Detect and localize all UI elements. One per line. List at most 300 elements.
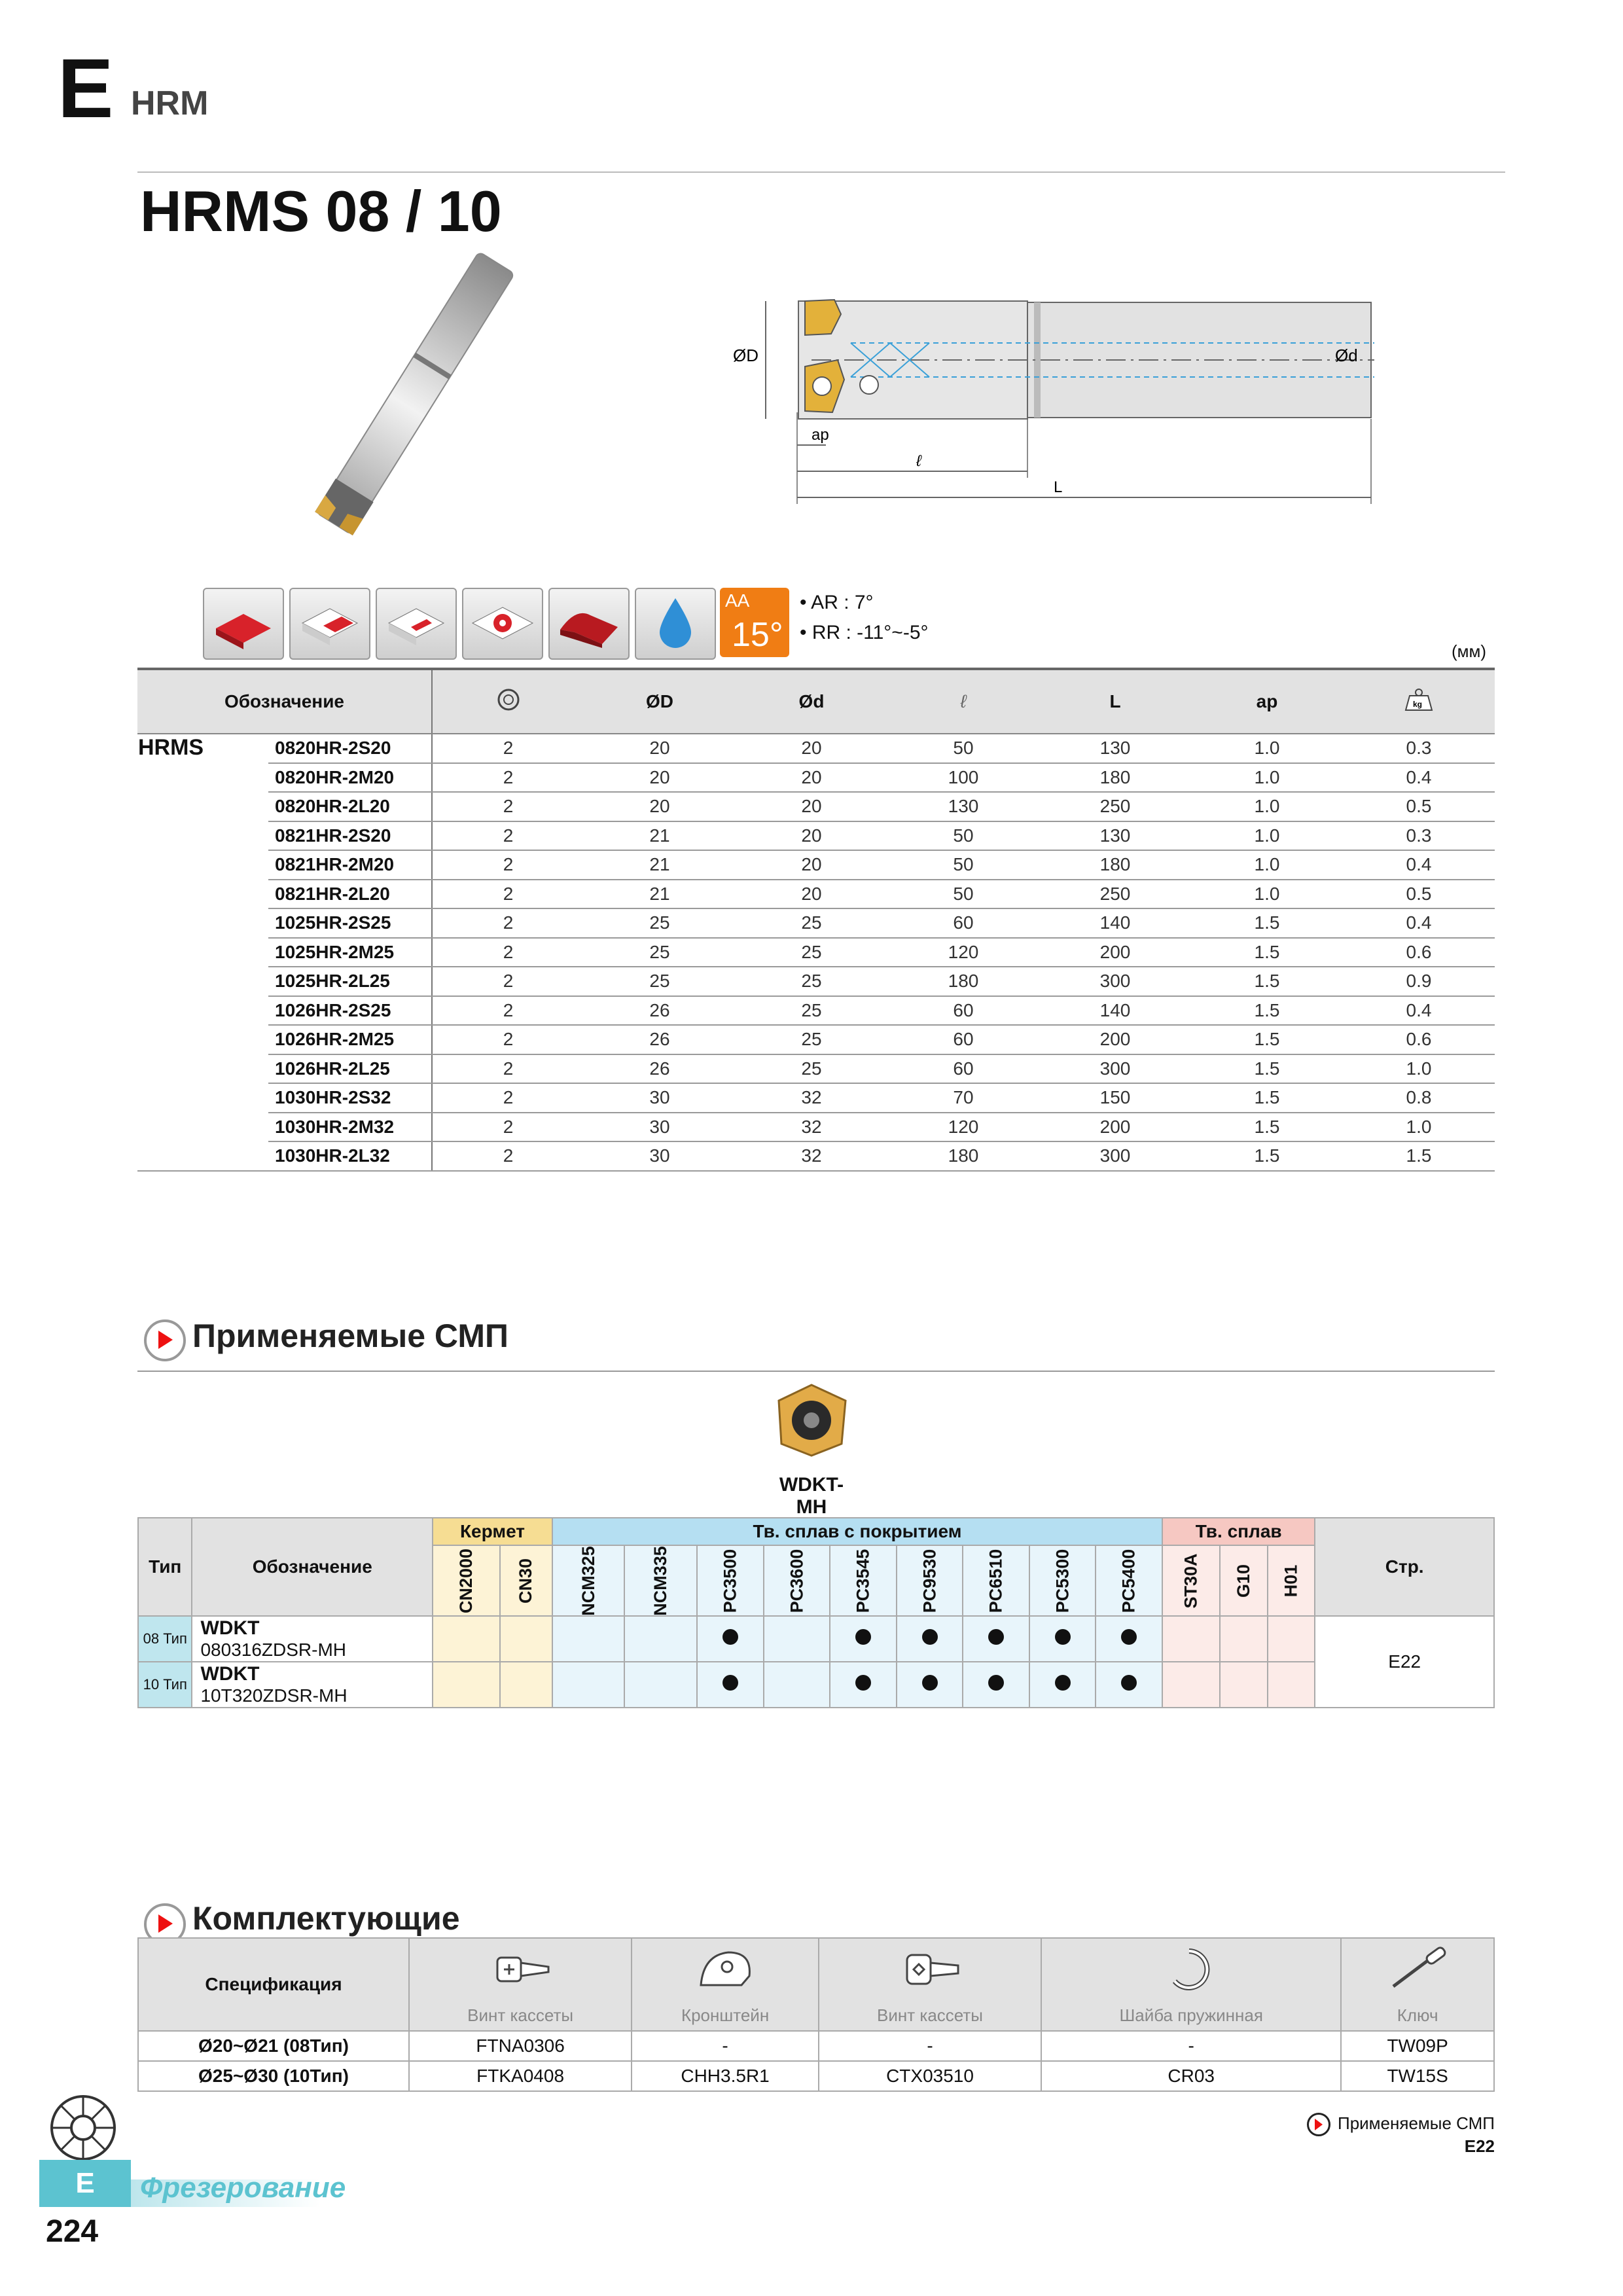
col-page: Стр.: [1315, 1518, 1494, 1616]
grade-label: H01: [1281, 1564, 1301, 1598]
value-cell: 70: [887, 1083, 1039, 1113]
available-dot-icon: [1055, 1675, 1071, 1691]
available-dot-icon: [722, 1629, 738, 1645]
table-row: [137, 967, 1495, 996]
part-number-cell: TW09P: [1341, 2031, 1494, 2061]
reference-arrow-icon: [1307, 2113, 1330, 2136]
value-cell: 20: [584, 792, 736, 821]
col-l: ℓ: [887, 669, 1039, 734]
grade-header: [830, 1545, 897, 1616]
availability-cell: [697, 1616, 764, 1662]
value-cell: 0.5: [1343, 880, 1495, 909]
available-dot-icon: [722, 1675, 738, 1691]
availability-cell: [897, 1662, 963, 1708]
value-cell: 25: [736, 1054, 887, 1084]
accessories-heading: Комплектующие: [192, 1900, 460, 1937]
value-cell: 1.5: [1191, 938, 1343, 967]
availability-cell: [552, 1616, 625, 1662]
col-weight: [1343, 669, 1495, 734]
reference-text: Применяемые СМП: [1338, 2113, 1495, 2133]
value-cell: 2: [432, 880, 584, 909]
grade-label: PC9530: [919, 1549, 940, 1613]
grade-label: G10: [1234, 1564, 1254, 1598]
spec-header-row: [137, 669, 1495, 734]
value-cell: 1.5: [1191, 1113, 1343, 1142]
value-cell: 1.5: [1191, 1054, 1343, 1084]
value-cell: 50: [887, 880, 1039, 909]
value-cell: 250: [1039, 880, 1191, 909]
value-cell: 21: [584, 821, 736, 851]
footer-section-tab[interactable]: E: [39, 2160, 131, 2207]
designation-cell: 1030HR-2M32: [268, 1113, 432, 1142]
available-dot-icon: [855, 1675, 871, 1691]
spring-washer-icon: [1155, 1943, 1227, 1996]
grade-group-header: Тв. сплав: [1162, 1518, 1315, 1545]
availability-cell: [500, 1616, 552, 1662]
availability-cell: [764, 1662, 830, 1708]
value-cell: 130: [887, 792, 1039, 821]
value-cell: 2: [432, 967, 584, 996]
table-row: [137, 908, 1495, 938]
availability-cell: [1029, 1616, 1096, 1662]
spec-cell: Ø25~Ø30 (10Тип): [138, 2061, 409, 2091]
value-cell: 0.3: [1343, 821, 1495, 851]
designation-cell: 0820HR-2M20: [268, 763, 432, 793]
available-dot-icon: [1055, 1629, 1071, 1645]
section-letter: E: [58, 42, 114, 135]
value-cell: 1.5: [1191, 1141, 1343, 1171]
value-cell: 0.3: [1343, 734, 1495, 763]
col-spring-washer: [1041, 1938, 1341, 2031]
col-key: [1341, 1938, 1494, 2031]
part-number-cell: CR03: [1041, 2061, 1341, 2091]
value-cell: 1.0: [1191, 763, 1343, 793]
part-number-cell: TW15S: [1341, 2061, 1494, 2091]
aa-label: AA: [725, 590, 750, 611]
value-cell: 32: [736, 1141, 887, 1171]
value-cell: 25: [736, 1025, 887, 1054]
availability-cell: [697, 1662, 764, 1708]
accessory-row: [138, 2061, 1494, 2091]
value-cell: 50: [887, 850, 1039, 880]
value-cell: 2: [432, 1083, 584, 1113]
value-cell: 300: [1039, 967, 1191, 996]
value-cell: 200: [1039, 1025, 1191, 1054]
designation-cell: 0820HR-2L20: [268, 792, 432, 821]
availability-cell: [830, 1616, 897, 1662]
value-cell: 250: [1039, 792, 1191, 821]
table-row: [137, 763, 1495, 793]
grade-header: [697, 1545, 764, 1616]
grade-header: [1220, 1545, 1268, 1616]
key-icon: [1382, 1943, 1454, 1996]
grade-header: [552, 1545, 625, 1616]
table-row: [137, 1113, 1495, 1142]
available-dot-icon: [855, 1629, 871, 1645]
table-row: [137, 1083, 1495, 1113]
value-cell: 20: [736, 850, 887, 880]
table-row: [137, 1141, 1495, 1171]
grade-header: [624, 1545, 697, 1616]
designation-cell: 0821HR-2S20: [268, 821, 432, 851]
length-l-label: ℓ: [916, 452, 921, 470]
value-cell: 2: [432, 821, 584, 851]
value-cell: 25: [736, 908, 887, 938]
weight-icon: [1404, 688, 1433, 711]
ap-label: ap: [812, 426, 829, 444]
teeth-count-icon: [495, 687, 522, 713]
availability-cell: [433, 1662, 500, 1708]
col-ap: ap: [1191, 669, 1343, 734]
table-row: [137, 938, 1495, 967]
value-cell: 50: [887, 734, 1039, 763]
grade-label: CN2000: [456, 1548, 476, 1614]
insert-prefix: WDKT: [200, 1663, 260, 1685]
value-cell: 0.6: [1343, 1025, 1495, 1054]
value-cell: 32: [736, 1083, 887, 1113]
units-label: (мм): [1452, 641, 1487, 661]
value-cell: 20: [584, 763, 736, 793]
col-D: ØD: [584, 669, 736, 734]
value-cell: 200: [1039, 1113, 1191, 1142]
availability-cell: [1162, 1662, 1220, 1708]
col-bracket-label: Кронштейн: [681, 2005, 770, 2025]
availability-cell: [624, 1616, 697, 1662]
value-cell: 21: [584, 850, 736, 880]
availability-cell: [963, 1662, 1029, 1708]
value-cell: 0.6: [1343, 938, 1495, 967]
shoulder-milling-icon: [203, 588, 284, 660]
value-cell: 26: [584, 1054, 736, 1084]
table-row: [137, 850, 1495, 880]
value-cell: 26: [584, 1025, 736, 1054]
designation-cell: 0820HR-2S20: [268, 734, 432, 763]
col-name: Обозначение: [192, 1518, 433, 1616]
availability-cell: [1220, 1662, 1268, 1708]
grade-header: [433, 1545, 500, 1616]
value-cell: 32: [736, 1113, 887, 1142]
part-number-cell: FTNA0306: [409, 2031, 632, 2061]
grade-label: PC6510: [986, 1549, 1006, 1613]
screw-icon: [894, 1943, 966, 1996]
value-cell: 60: [887, 1054, 1039, 1084]
value-cell: 180: [887, 967, 1039, 996]
value-cell: 140: [1039, 996, 1191, 1026]
value-cell: 25: [736, 996, 887, 1026]
value-cell: 1.5: [1191, 1025, 1343, 1054]
designation-cell: 1025HR-2L25: [268, 967, 432, 996]
value-cell: 1.0: [1343, 1113, 1495, 1142]
insert-page-reference[interactable]: [1291, 2113, 1495, 2157]
coolant-icon: [635, 588, 716, 660]
table-row: [137, 996, 1495, 1026]
grade-header: [1096, 1545, 1162, 1616]
value-cell: 200: [1039, 938, 1191, 967]
value-cell: 1.0: [1191, 880, 1343, 909]
grade-group-header: Кермет: [433, 1518, 552, 1545]
available-dot-icon: [922, 1629, 938, 1645]
availability-cell: [500, 1662, 552, 1708]
aa-value: 15°: [732, 616, 783, 654]
series-label: HRMS: [137, 734, 268, 1171]
value-cell: 1.5: [1343, 1141, 1495, 1171]
table-row: [137, 734, 1495, 763]
value-cell: 180: [1039, 763, 1191, 793]
value-cell: 2: [432, 908, 584, 938]
grade-header: [897, 1545, 963, 1616]
diameter-D-label: ØD: [733, 346, 758, 365]
availability-cell: [1162, 1616, 1220, 1662]
inserts-heading: Применяемые СМП: [192, 1318, 508, 1354]
diameter-d-label: Ød: [1335, 346, 1358, 365]
part-number-cell: CHH3.5R1: [632, 2061, 819, 2091]
grade-header: [963, 1545, 1029, 1616]
available-dot-icon: [922, 1675, 938, 1691]
insert-type: 10 Тип: [138, 1662, 192, 1708]
section-name: HRM: [131, 84, 209, 122]
insert-image: [766, 1381, 857, 1460]
value-cell: 180: [1039, 850, 1191, 880]
radial-rake-text: • RR : -11°~-5°: [800, 622, 929, 643]
grade-label: NCM335: [651, 1546, 671, 1616]
inserts-divider: [137, 1371, 1495, 1372]
profiling-icon: [548, 588, 630, 660]
clamp-icon: [689, 1943, 761, 1996]
designation-cell: 0821HR-2M20: [268, 850, 432, 880]
grade-header: [500, 1545, 552, 1616]
value-cell: 25: [584, 908, 736, 938]
value-cell: 0.4: [1343, 763, 1495, 793]
grade-label: NCM325: [578, 1546, 598, 1616]
inserts-table: [137, 1517, 1495, 1708]
col-type: Тип: [138, 1518, 192, 1616]
axial-rake-text: • AR : 7°: [800, 592, 874, 613]
svg-text:kg: kg: [1413, 699, 1423, 709]
col-L: L: [1039, 669, 1191, 734]
value-cell: 1.5: [1191, 996, 1343, 1026]
value-cell: 1.0: [1191, 792, 1343, 821]
accessory-row: [138, 2031, 1494, 2061]
availability-cell: [764, 1616, 830, 1662]
availability-cell: [1029, 1662, 1096, 1708]
page-title: HRMS 08 / 10: [140, 179, 502, 243]
value-cell: 120: [887, 938, 1039, 967]
value-cell: 30: [584, 1113, 736, 1142]
value-cell: 300: [1039, 1054, 1191, 1084]
designation-cell: 0821HR-2L20: [268, 880, 432, 909]
table-row: [137, 1054, 1495, 1084]
grade-header: [1029, 1545, 1096, 1616]
value-cell: 100: [887, 763, 1039, 793]
availability-cell: [897, 1616, 963, 1662]
col-spring-washer-label: Шайба пружинная: [1119, 2005, 1263, 2025]
grade-label: PC3600: [786, 1549, 806, 1613]
col-cassette-screw-2: [819, 1938, 1041, 2031]
value-cell: 0.4: [1343, 908, 1495, 938]
grade-label: PC3500: [720, 1549, 740, 1613]
value-cell: 30: [584, 1083, 736, 1113]
footer-category: Фрезерование: [140, 2172, 346, 2204]
col-d: Ød: [736, 669, 887, 734]
accessories-table: [137, 1937, 1495, 2092]
available-dot-icon: [988, 1629, 1004, 1645]
insert-code: 080316ZDSR-MH: [200, 1640, 347, 1660]
availability-cell: [963, 1616, 1029, 1662]
table-row: [137, 880, 1495, 909]
col-teeth: [432, 669, 584, 734]
table-row: [137, 1025, 1495, 1054]
value-cell: 2: [432, 1054, 584, 1084]
grade-group-header: Тв. сплав с покрытием: [552, 1518, 1162, 1545]
plunging-icon: [462, 588, 543, 660]
grade-label: PC3545: [853, 1549, 873, 1613]
part-number-cell: -: [1041, 2031, 1341, 2061]
insert-prefix: WDKT: [200, 1617, 260, 1639]
insert-name: WDKT-MH: [779, 1474, 844, 1518]
col-bracket: [632, 1938, 819, 2031]
col-cassette-screw-1: [409, 1938, 632, 2031]
designation-cell: 1025HR-2M25: [268, 938, 432, 967]
spec-cell: Ø20~Ø21 (08Тип): [138, 2031, 409, 2061]
value-cell: 25: [736, 938, 887, 967]
grade-label: PC5400: [1118, 1549, 1139, 1613]
grade-group-row: [138, 1518, 1494, 1545]
availability-cell: [1268, 1662, 1315, 1708]
header-divider: [137, 171, 1505, 173]
designation-cell: 1030HR-2S32: [268, 1083, 432, 1113]
value-cell: 300: [1039, 1141, 1191, 1171]
grade-header: [1162, 1545, 1220, 1616]
approach-angle-badge: [720, 588, 789, 657]
value-cell: 150: [1039, 1083, 1191, 1113]
value-cell: 60: [887, 1025, 1039, 1054]
available-dot-icon: [1121, 1675, 1137, 1691]
table-row: [137, 821, 1495, 851]
availability-cell: [552, 1662, 625, 1708]
available-dot-icon: [1121, 1629, 1137, 1645]
value-cell: 120: [887, 1113, 1039, 1142]
value-cell: 60: [887, 908, 1039, 938]
value-cell: 25: [584, 967, 736, 996]
value-cell: 20: [736, 734, 887, 763]
value-cell: 1.0: [1191, 734, 1343, 763]
value-cell: 0.4: [1343, 996, 1495, 1026]
value-cell: 60: [887, 996, 1039, 1026]
designation-cell: 1026HR-2L25: [268, 1054, 432, 1084]
value-cell: 2: [432, 1113, 584, 1142]
part-number-cell: FTKA0408: [409, 2061, 632, 2091]
available-dot-icon: [988, 1675, 1004, 1691]
designation-cell: 1026HR-2M25: [268, 1025, 432, 1054]
accessories-header-row: [138, 1938, 1494, 2031]
value-cell: 130: [1039, 734, 1191, 763]
value-cell: 25: [584, 938, 736, 967]
designation-cell: 1025HR-2S25: [268, 908, 432, 938]
col-specification: Спецификация: [138, 1938, 409, 2031]
length-L-label: L: [1054, 478, 1063, 496]
designation-cell: 1026HR-2S25: [268, 996, 432, 1026]
value-cell: 50: [887, 821, 1039, 851]
value-cell: 2: [432, 1025, 584, 1054]
part-number-cell: -: [819, 2031, 1041, 2061]
part-number-cell: -: [632, 2031, 819, 2061]
value-cell: 1.0: [1191, 850, 1343, 880]
col-cassette-screw-2-label: Винт кассеты: [877, 2005, 983, 2025]
grade-label: PC5300: [1052, 1549, 1073, 1613]
grade-label: CN30: [516, 1558, 536, 1604]
insert-code: 10T320ZDSR-MH: [200, 1685, 348, 1706]
availability-cell: [1268, 1616, 1315, 1662]
dimension-drawing: [726, 288, 1381, 524]
reference-page: E22: [1464, 2136, 1495, 2156]
screw-icon: [484, 1943, 556, 1996]
page-number: 224: [46, 2214, 99, 2249]
value-cell: 2: [432, 792, 584, 821]
value-cell: 25: [736, 967, 887, 996]
value-cell: 0.8: [1343, 1083, 1495, 1113]
value-cell: 140: [1039, 908, 1191, 938]
value-cell: 2: [432, 1141, 584, 1171]
value-cell: 0.5: [1343, 792, 1495, 821]
value-cell: 0.9: [1343, 967, 1495, 996]
value-cell: 2: [432, 996, 584, 1026]
value-cell: 2: [432, 850, 584, 880]
insert-page-ref[interactable]: E22: [1315, 1616, 1494, 1708]
ramping-icon: [376, 588, 457, 660]
value-cell: 20: [736, 763, 887, 793]
value-cell: 21: [584, 880, 736, 909]
value-cell: 20: [736, 792, 887, 821]
col-designation: Обозначение: [137, 669, 432, 734]
tool-spec-table: [137, 668, 1495, 1172]
insert-row: [138, 1616, 1494, 1662]
value-cell: 0.4: [1343, 850, 1495, 880]
value-cell: 1.5: [1191, 908, 1343, 938]
value-cell: 180: [887, 1141, 1039, 1171]
designation-cell: 1030HR-2L32: [268, 1141, 432, 1171]
insert-designation: [192, 1616, 433, 1662]
value-cell: 2: [432, 734, 584, 763]
value-cell: 20: [736, 821, 887, 851]
value-cell: 26: [584, 996, 736, 1026]
part-number-cell: CTX03510: [819, 2061, 1041, 2091]
insert-type: 08 Тип: [138, 1616, 192, 1662]
insert-designation: [192, 1662, 433, 1708]
availability-cell: [830, 1662, 897, 1708]
availability-cell: [1220, 1616, 1268, 1662]
value-cell: 130: [1039, 821, 1191, 851]
slot-milling-icon: [289, 588, 370, 660]
tool-photo: [275, 249, 615, 550]
grade-label: ST30A: [1181, 1553, 1201, 1609]
value-cell: 2: [432, 763, 584, 793]
value-cell: 30: [584, 1141, 736, 1171]
value-cell: 20: [736, 880, 887, 909]
value-cell: 1.5: [1191, 967, 1343, 996]
value-cell: 1.5: [1191, 1083, 1343, 1113]
availability-cell: [433, 1616, 500, 1662]
insert-row: [138, 1662, 1494, 1708]
section-marker-icon: [144, 1319, 186, 1361]
availability-cell: [1096, 1662, 1162, 1708]
value-cell: 2: [432, 938, 584, 967]
value-cell: 20: [584, 734, 736, 763]
table-row: [137, 792, 1495, 821]
availability-cell: [624, 1662, 697, 1708]
value-cell: 1.0: [1343, 1054, 1495, 1084]
milling-cutter-icon: [41, 2092, 126, 2164]
value-cell: 1.0: [1191, 821, 1343, 851]
